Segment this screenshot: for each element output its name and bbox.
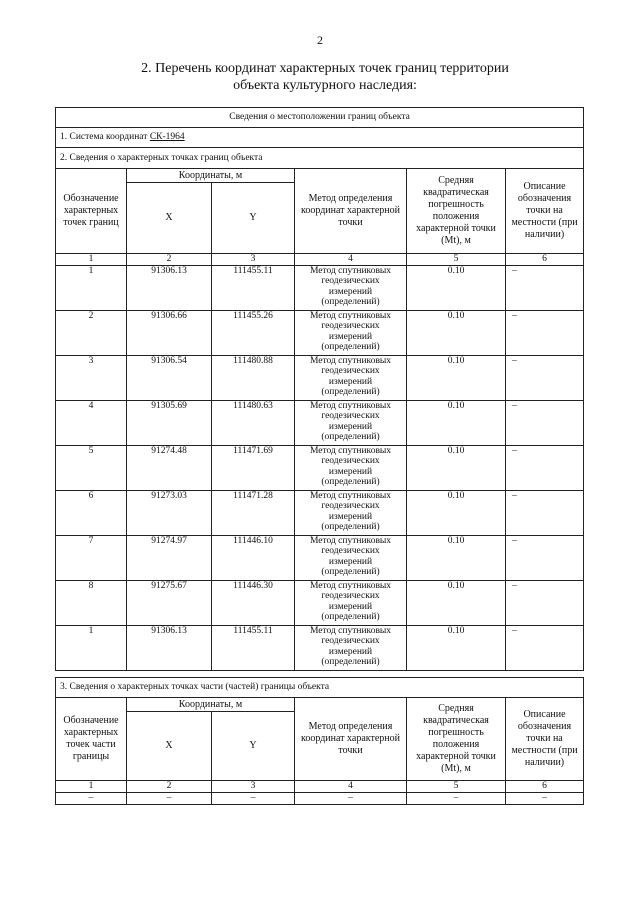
point-number: 1: [56, 265, 127, 310]
description: –: [506, 445, 584, 490]
point-number: 5: [56, 445, 127, 490]
table-row: [56, 490, 584, 535]
header-description: Описание обозначения точки на местности (при наличии): [506, 698, 584, 781]
empty-data-row: [56, 793, 584, 805]
method-line: (определений): [321, 612, 380, 623]
x-coordinate: 91274.97: [127, 535, 212, 580]
heading-line-2: объекта культурного наследия:: [233, 78, 417, 93]
method-line: измерений: [328, 376, 373, 387]
table-row: [56, 355, 584, 400]
method-cell: [295, 535, 407, 580]
section-3-title: 3. Сведения о характерных точках части (частей) границы объекта: [56, 678, 584, 698]
y-coordinate: 111455.11: [212, 265, 295, 310]
method-line: геодезических: [321, 321, 380, 332]
table-row: [56, 580, 584, 625]
column-number: 4: [295, 254, 407, 266]
y-coordinate: 111446.10: [212, 535, 295, 580]
method-cell: [295, 265, 407, 310]
method-cell: [295, 625, 407, 670]
method-line: Метод спутниковых: [309, 535, 392, 546]
method-cell: [295, 490, 407, 535]
method-cell: [295, 310, 407, 355]
empty-cell: –: [127, 793, 212, 805]
x-coordinate: 91274.48: [127, 445, 212, 490]
method-cell: [295, 580, 407, 625]
error-value: 0.10: [407, 535, 506, 580]
empty-cell: –: [506, 793, 584, 805]
method-line: Метод спутниковых: [309, 490, 392, 501]
method-line: измерений: [328, 421, 373, 432]
description: –: [506, 265, 584, 310]
section-2-row: [56, 148, 584, 169]
table-row: [56, 445, 584, 490]
method-line: (определений): [321, 567, 380, 578]
description: –: [506, 355, 584, 400]
column-number: 2: [127, 254, 212, 266]
method-line: измерений: [328, 511, 373, 522]
table-title: Сведения о местоположении границ объекта: [56, 108, 584, 128]
method-line: Метод спутниковых: [309, 445, 392, 456]
error-value: 0.10: [407, 310, 506, 355]
method-line: (определений): [321, 657, 380, 668]
column-number: 6: [506, 781, 584, 793]
x-coordinate: 91275.67: [127, 580, 212, 625]
description: –: [506, 580, 584, 625]
column-number: 6: [506, 254, 584, 266]
x-coordinate: 91306.13: [127, 625, 212, 670]
method-line: (определений): [321, 522, 380, 533]
x-coordinate: 91306.54: [127, 355, 212, 400]
column-number: 4: [295, 781, 407, 793]
method-line: геодезических: [321, 546, 380, 557]
method-line: (определений): [321, 297, 380, 308]
method-line: геодезических: [321, 636, 380, 647]
y-coordinate: 111471.28: [212, 490, 295, 535]
y-coordinate: 111480.63: [212, 400, 295, 445]
column-number: 2: [127, 781, 212, 793]
header-y: Y: [212, 712, 295, 781]
empty-cell: –: [407, 793, 506, 805]
empty-cell: –: [56, 793, 127, 805]
table-row: [56, 535, 584, 580]
header-method: Метод определения координат характерной точки: [295, 698, 407, 781]
header-point: Обозначение характерных точек границ: [56, 169, 127, 254]
coordinates-table: [55, 107, 584, 671]
column-number: 5: [407, 254, 506, 266]
method-line: Метод спутниковых: [309, 580, 392, 591]
method-line: измерений: [328, 556, 373, 567]
method-line: (определений): [321, 342, 380, 353]
method-line: геодезических: [321, 591, 380, 602]
column-number: 3: [212, 781, 295, 793]
section-3-row: [56, 678, 584, 698]
method-line: (определений): [321, 387, 380, 398]
header-error: Средняя квадратическая погрешность положения характерной точки (Мt), м: [407, 169, 506, 254]
error-value: 0.10: [407, 445, 506, 490]
description: –: [506, 535, 584, 580]
table-row: [56, 400, 584, 445]
table-row: [56, 310, 584, 355]
empty-cell: –: [212, 793, 295, 805]
table-row: [56, 625, 584, 670]
x-coordinate: 91306.13: [127, 265, 212, 310]
error-value: 0.10: [407, 355, 506, 400]
y-coordinate: 111471.69: [212, 445, 295, 490]
description: –: [506, 625, 584, 670]
method-line: Метод спутниковых: [309, 310, 392, 321]
method-line: геодезических: [321, 366, 380, 377]
description: –: [506, 310, 584, 355]
method-line: геодезических: [321, 456, 380, 467]
header-point-part: Обозначение характерных точек части границы: [56, 698, 127, 781]
method-line: Метод спутниковых: [309, 400, 392, 411]
header-coords: Координаты, м: [127, 698, 295, 712]
y-coordinate: 111455.26: [212, 310, 295, 355]
error-value: 0.10: [407, 580, 506, 625]
column-number: 3: [212, 254, 295, 266]
method-line: измерений: [328, 646, 373, 657]
coordinate-system-row: [56, 128, 584, 148]
method-cell: [295, 445, 407, 490]
point-number: 3: [56, 355, 127, 400]
header-coords: Координаты, м: [127, 169, 295, 183]
description: –: [506, 400, 584, 445]
method-line: Метод спутниковых: [309, 625, 392, 636]
method-line: измерений: [328, 286, 373, 297]
header-description: Описание обозначения точки на местности (при наличии): [506, 169, 584, 254]
column-number: 1: [56, 254, 127, 266]
point-number: 6: [56, 490, 127, 535]
table-title-row: [56, 108, 584, 128]
method-line: измерений: [328, 331, 373, 342]
method-line: (определений): [321, 477, 380, 488]
column-number: 5: [407, 781, 506, 793]
y-coordinate: 111446.30: [212, 580, 295, 625]
part-coordinates-table: [55, 677, 584, 805]
error-value: 0.10: [407, 265, 506, 310]
method-line: геодезических: [321, 276, 380, 287]
page-number: 2: [317, 33, 323, 47]
header-y: Y: [212, 183, 295, 254]
heading-line-1: 2. Перечень координат характерных точек границ территории: [141, 61, 509, 76]
point-number: 7: [56, 535, 127, 580]
column-numbers-row: [56, 781, 584, 793]
method-line: геодезических: [321, 411, 380, 422]
method-line: геодезических: [321, 501, 380, 512]
header-error: Средняя квадратическая погрешность положения характерной точки (Мt), м: [407, 698, 506, 781]
y-coordinate: 111480.88: [212, 355, 295, 400]
table-row: [56, 265, 584, 310]
method-line: (определений): [321, 432, 380, 443]
point-number: 4: [56, 400, 127, 445]
x-coordinate: 91305.69: [127, 400, 212, 445]
empty-cell: –: [295, 793, 407, 805]
document-heading: [120, 60, 530, 94]
x-coordinate: 91306.66: [127, 310, 212, 355]
method-cell: [295, 355, 407, 400]
point-number: 2: [56, 310, 127, 355]
column-number: 1: [56, 781, 127, 793]
error-value: 0.10: [407, 490, 506, 535]
method-line: Метод спутниковых: [309, 355, 392, 366]
coordinate-system-label: 1. Система координат: [60, 132, 148, 143]
column-numbers-row: [56, 254, 584, 266]
header-x: X: [127, 712, 212, 781]
point-number: 1: [56, 625, 127, 670]
method-line: измерений: [328, 601, 373, 612]
error-value: 0.10: [407, 625, 506, 670]
method-cell: [295, 400, 407, 445]
x-coordinate: 91273.03: [127, 490, 212, 535]
header-x: X: [127, 183, 212, 254]
method-line: измерений: [328, 466, 373, 477]
description: –: [506, 490, 584, 535]
error-value: 0.10: [407, 400, 506, 445]
y-coordinate: 111455.11: [212, 625, 295, 670]
method-line: Метод спутниковых: [309, 265, 392, 276]
section-2-title: 2. Сведения о характерных точках границ объекта: [56, 148, 584, 169]
coordinate-system-name: СК-1964: [149, 132, 185, 143]
point-number: 8: [56, 580, 127, 625]
header-method: Метод определения координат характерной точки: [295, 169, 407, 254]
